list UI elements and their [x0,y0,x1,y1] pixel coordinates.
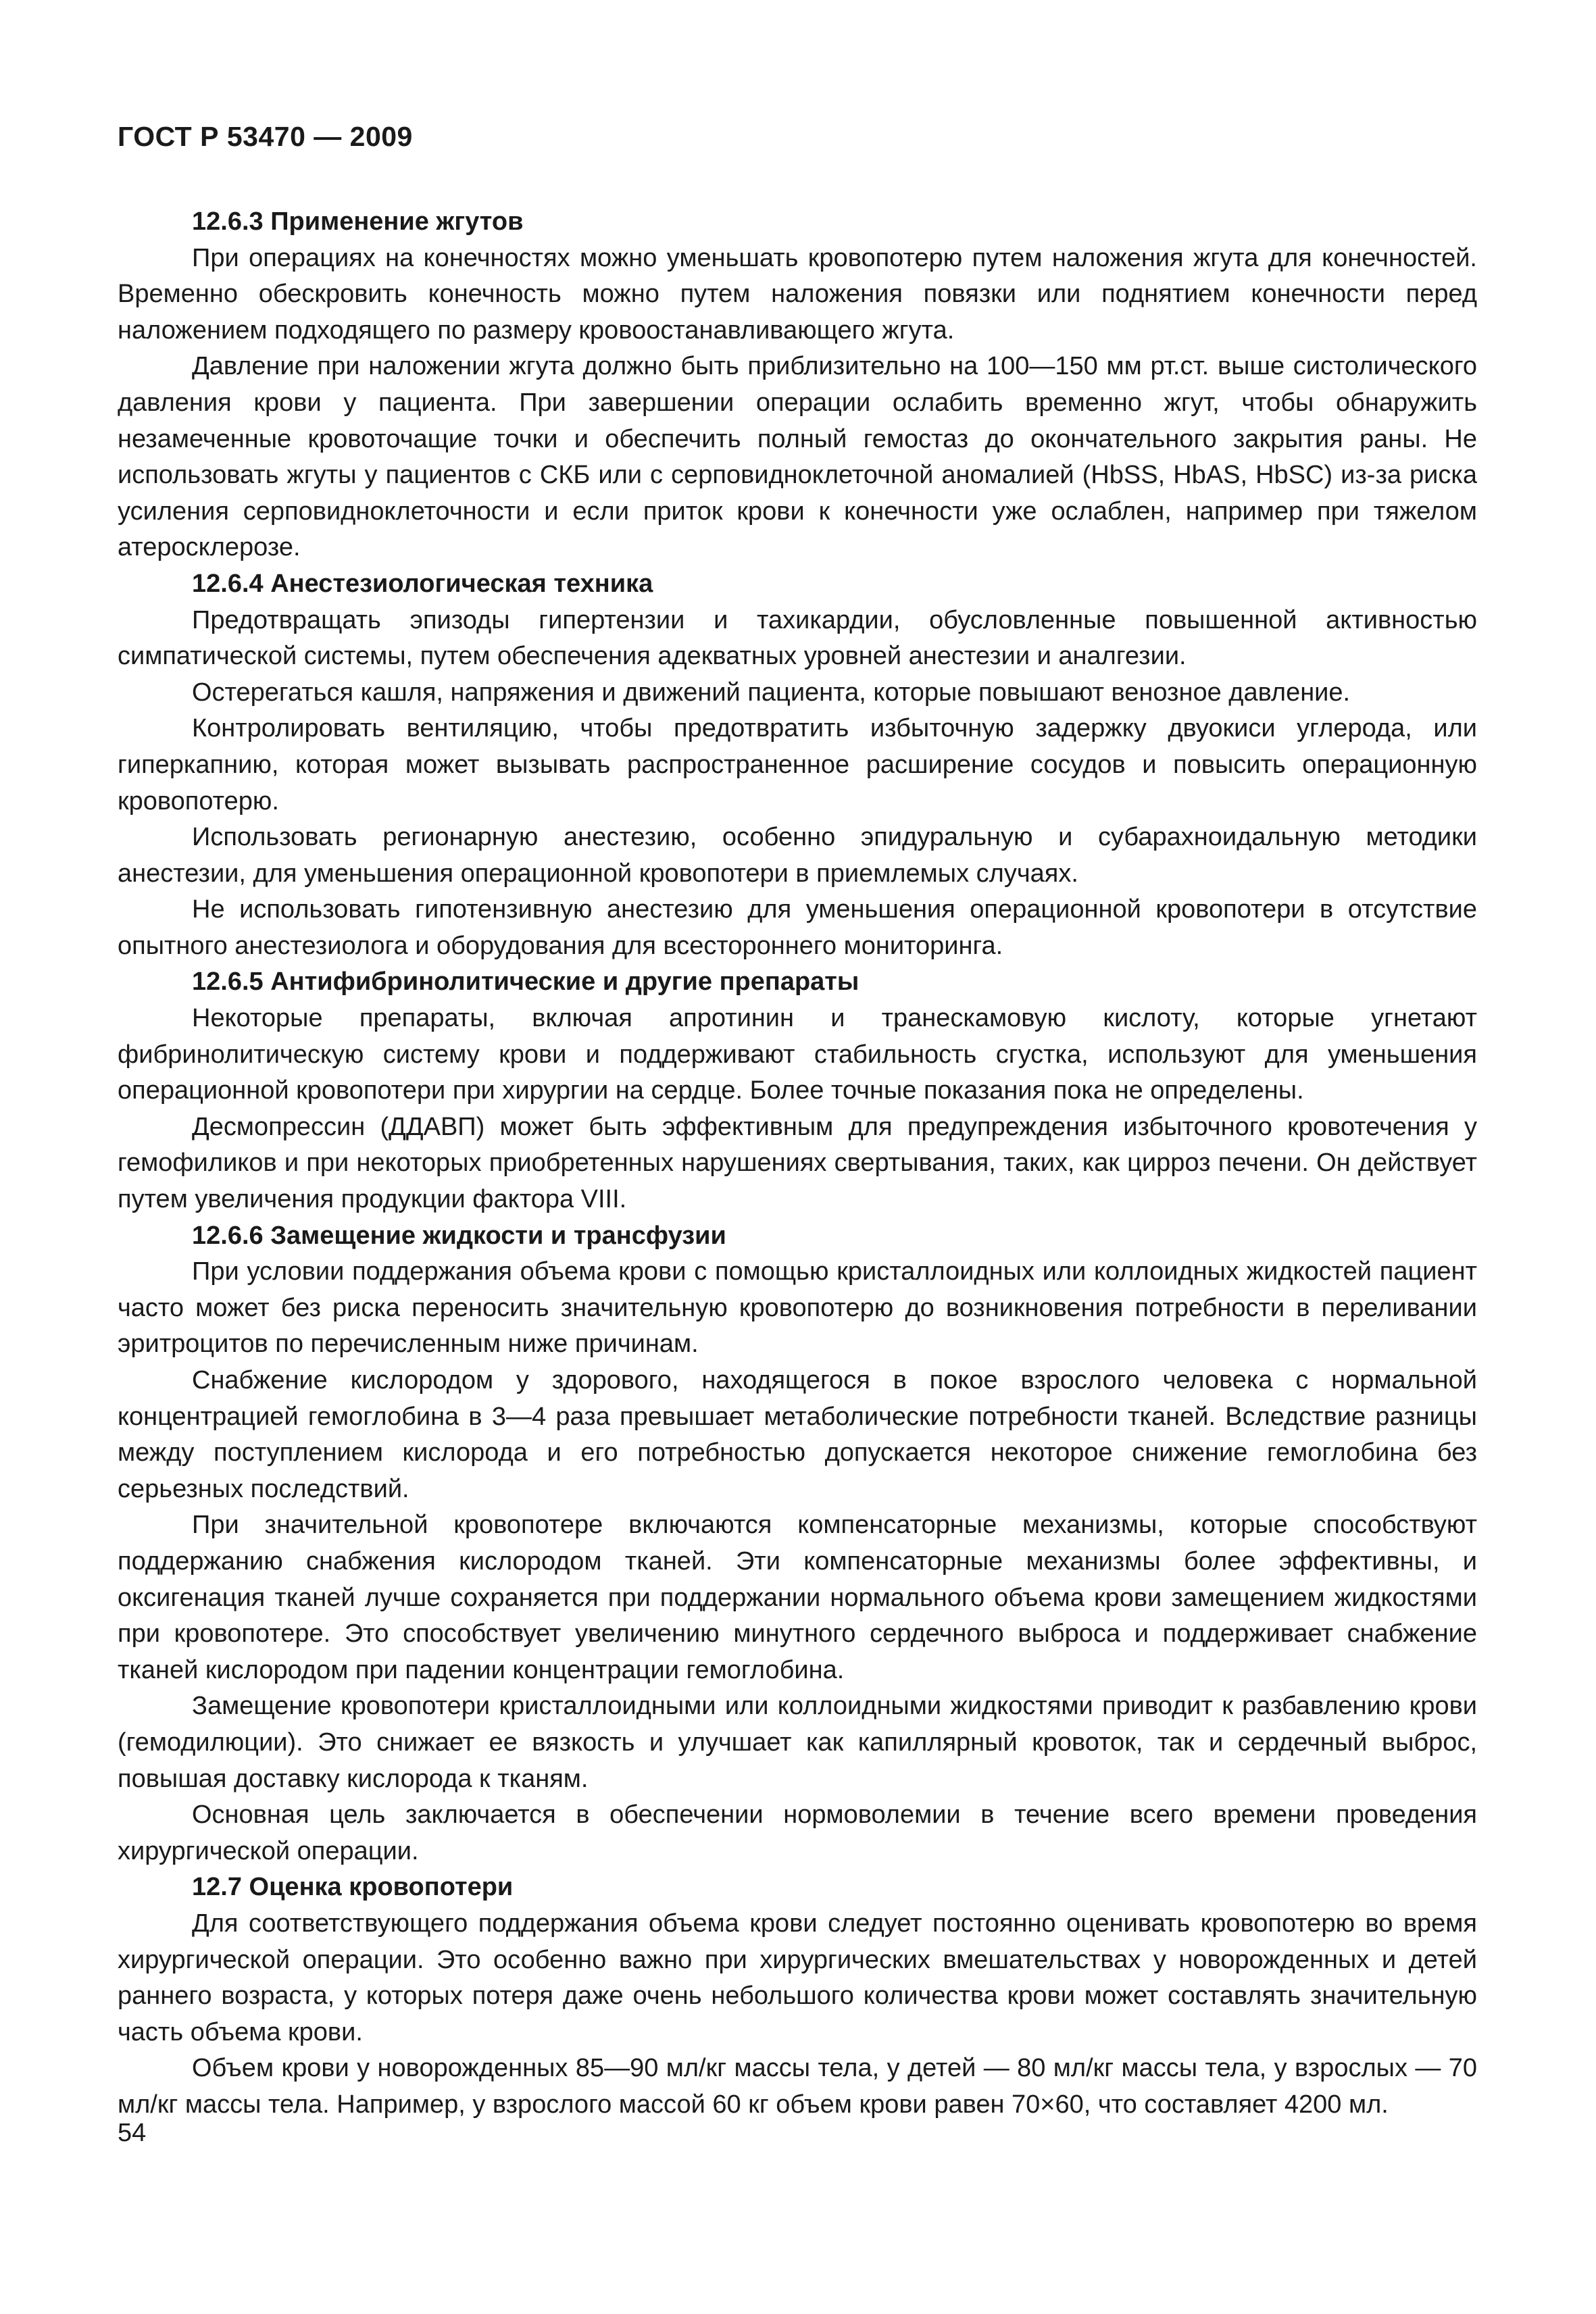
section-heading-12-7: 12.7 Оценка кровопотери [192,1873,514,1902]
paragraph: Давление при наложении жгута должно быть приблизительно на 100—150 мм рт.ст. выше систолического давления крови у пациента. При завершении операции ослабить временно жгут, чтобы обнаружить незамеченные кровоточащие точки и обеспечить полный гемостаз до окончательного закрытия раны. Не использовать жгуты у пациентов с СКБ или с серповидноклеточной аномалией (HbSS, HbAS, HbSC) из-за риска усиления серповидноклеточности и если приток крови к конечности уже ослаблен, например при тяжелом атеросклерозе. [118,352,1477,562]
paragraph: Использовать регионарную анестезию, особенно эпидуральную и субарахноидальную методики анестезии, для уменьшения операционной кровопотери в приемлемых случаях. [118,823,1477,888]
paragraph: Для соответствующего поддержания объема крови следует постоянно оценивать кровопотерю во время хирургической операции. Это особенно важно при хирургических вмешательствах у новорожденных и детей раннего возраста, у которых потеря даже очень небольшого количества крови может составлять значительную часть объема крови. [118,1909,1477,2046]
paragraph: Десмопрессин (ДДАВП) может быть эффективным для предупреждения избыточного кровотечения у гемофиликов и при некоторых приобретенных нарушениях свертывания, таких, как цирроз печени. Он действует путем увеличения продукции фактора VIII. [118,1112,1477,1214]
paragraph: Контролировать вентиляцию, чтобы предотвратить избыточную задержку двуокиси углерода, или гиперкапнию, которая может вызывать распространенное расширение сосудов и повысить операционную кровопотерю. [118,714,1477,815]
section-heading-12-6-5: 12.6.5 Антифибринолитические и другие препараты [192,967,859,997]
section-heading-12-6-6: 12.6.6 Замещение жидкости и трансфузии [192,1221,726,1250]
page-number: 54 [118,2119,147,2147]
paragraph: При операциях на конечностях можно уменьшать кровопотерю путем наложения жгута для конечностей. Временно обескровить конечность можно путем наложения повязки или поднятием конечности перед наложением подходящего по размеру кровоостанавливающего жгута. [118,243,1477,345]
paragraph: При условии поддержания объема крови с помощью кристаллоидных или коллоидных жидкостей пациент часто может без риска переносить значительную кровопотерю до возникновения потребности в переливании эритроцитов по перечисленным ниже причинам. [118,1257,1477,1359]
paragraph: Некоторые препараты, включая апротинин и транескамовую кислоту, которые угнетают фибринолитическую систему крови и поддерживают стабильность сгустка, используют для уменьшения операционной кровопотери при хирургии на сердце. Более точные показания пока не определены. [118,1004,1477,1105]
section-heading-12-6-4: 12.6.4 Анестезиологическая техника [192,569,653,598]
section-heading-12-6-3: 12.6.3 Применение жгутов [192,207,524,236]
paragraph: При значительной кровопотере включаются компенсаторные механизмы, которые способствуют поддержанию снабжения кислородом тканей. Эти компенсаторные механизмы более эффективны, и оксигенация тканей лучше сохраняется при поддержании нормального объема крови замещением жидкостями при кровопотере. Это способствует увеличению минутного сердечного выброса и поддерживает снабжение тканей кислородом при падении концентрации гемоглобина. [118,1511,1477,1684]
document-header: ГОСТ Р 53470 — 2009 [118,121,413,152]
document-body [118,204,1477,2123]
paragraph: Основная цель заключается в обеспечении нормоволемии в течение всего времени проведения хирургической операции. [118,1801,1477,1865]
paragraph: Предотвращать эпизоды гипертензии и тахикардии, обусловленные повышенной активностью симпатической системы, путем обеспечения адекватных уровней анестезии и аналгезии. [118,605,1477,671]
paragraph: Не использовать гипотензивную анестезию для уменьшения операционной кровопотери в отсутствие опытного анестезиолога и оборудования для всестороннего мониторинга. [118,895,1477,960]
paragraph: Объем крови у новорожденных 85—90 мл/кг массы тела, у детей — 80 мл/кг массы тела, у взрослых — 70 мл/кг массы тела. Например, у взрослого массой 60 кг объем крови равен 70×60, что составляет 4200 мл. [118,2054,1477,2119]
paragraph: Снабжение кислородом у здорового, находящегося в покое взрослого человека с нормальной концентрацией гемоглобина в 3—4 раза превышает метаболические потребности тканей. Вследствие разницы между поступлением кислорода и его потребностью допускается некоторое снижение гемоглобина без серьезных последствий. [118,1366,1477,1503]
paragraph: Остерегаться кашля, напряжения и движений пациента, которые повышают венозное давление. [192,678,1351,707]
paragraph: Замещение кровопотери кристаллоидными или коллоидными жидкостями приводит к разбавлению крови (гемодилюции). Это снижает ее вязкость и улучшает как капиллярный кровоток, так и сердечный выброс, повышая доставку кислорода к тканям. [118,1692,1477,1793]
